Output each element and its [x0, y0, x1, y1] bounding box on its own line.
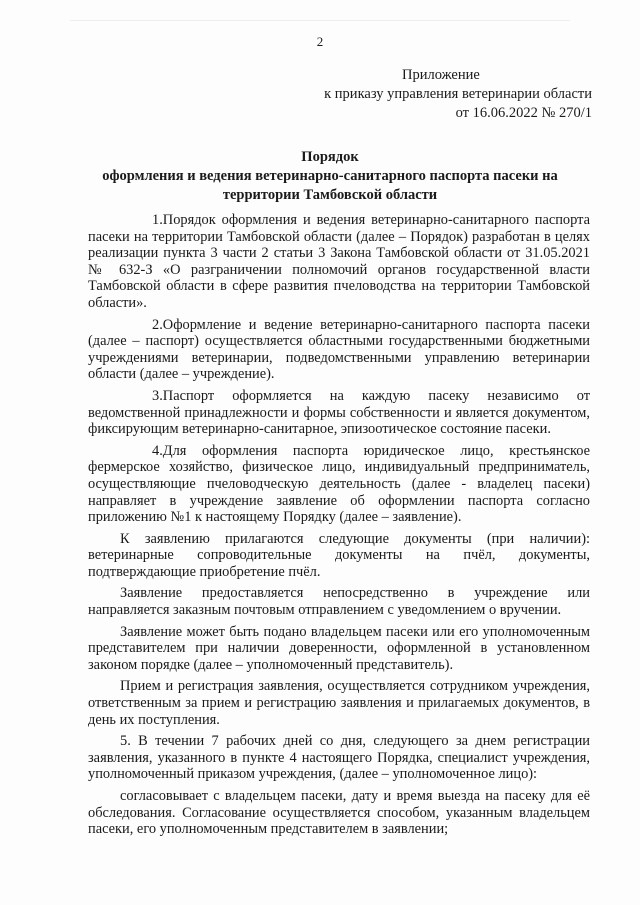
paragraph-agreement: согласовывает с владельцем пасеки, дату и время выезда на пасеку для её обследования. Согласование осуществляется способом, указанным владельцем пасеки, его уполномоченным представителем в заявлении;	[88, 788, 590, 838]
paragraph-number: 4.	[152, 442, 163, 459]
title-line-1: Порядок	[301, 149, 359, 165]
appendix-order-ref: к приказу управления ветеринарии области	[324, 86, 592, 102]
paragraph-registration: Прием и регистрация заявления, осуществляется сотрудником учреждения, ответственным за прием и регистрацию заявления и прилагаемых документов, в день их поступления.	[88, 678, 590, 728]
scan-artifact	[70, 20, 570, 21]
paragraph-3	[88, 388, 590, 438]
paragraph-representative: Заявление может быть подано владельцем пасеки или его уполномоченным представителем при наличии доверенности, оформленной в установленном законом порядке (далее – уполномоченный представитель).	[88, 623, 590, 673]
appendix-label: Приложение	[402, 67, 480, 83]
paragraph-5: 5. В течении 7 рабочих дней со дня, следующего за днем регистрации заявления, указанного в пункте 4 настоящего Порядка, специалист учреждения, уполномоченный приказом учреждения, (далее – уполномоченное лицо):	[88, 733, 590, 783]
document-body	[88, 212, 590, 843]
paragraph-text: Порядок оформления и ведения ветеринарно-санитарного паспорта пасеки на территории Тамбовской области (далее – Порядок) разработан в целях реализации пункта 3 части 2 статьи 3 Закона Тамбовской области от 31.05.2021 № 632-З «О разграничении полномочий органов государственной власти Тамбовской области в сфере развития пчеловодства на территории Тамбовской области».	[88, 212, 590, 311]
paragraph-2	[88, 317, 590, 383]
paragraph-submission: Заявление предоставляется непосредственно в учреждение или направляется заказным почтовым отправлением с уведомлением о вручении.	[88, 585, 590, 619]
paragraph-4	[88, 443, 590, 526]
paragraph-number: 2.	[152, 316, 163, 333]
document-title	[60, 148, 600, 205]
title-line-3: территории Тамбовской области	[222, 187, 438, 203]
paragraph-text: Паспорт оформляется на каждую пасеку независимо от ведомственной принадлежности и формы собственности и является документом, фиксирующим ветеринарно-санитарное, эпизоотическое состояние пасеки.	[88, 387, 590, 438]
paragraph-text: Для оформления паспорта юридическое лицо, крестьянское фермерское хозяйство, физическое лицо, индивидуальный предприниматель, осуществляющие пчеловодческую деятельность (далее - владелец пасеки) направляет в учреждение заявление об оформлении паспорта согласно приложению №1 к настоящему Порядку (далее – заявление).	[88, 442, 590, 526]
paragraph-number: 1.	[152, 212, 163, 228]
paragraph-text: Оформление и ведение ветеринарно-санитарного паспорта пасеки (далее – паспорт) осуществляется областными государственными бюджетными учреждениями ветеринарии, подведомственными управлению ветеринарии области (далее – учреждение).	[88, 316, 590, 383]
paragraph-number: 3.	[152, 387, 163, 404]
appendix-header	[292, 66, 592, 123]
title-line-2: оформления и ведения ветеринарно-санитарного паспорта пасеки на	[102, 168, 558, 184]
paragraph-attachments: К заявлению прилагаются следующие документы (при наличии): ветеринарные сопроводительные документы на пчёл, документы, подтверждающие приобретение пчёл.	[88, 530, 590, 580]
appendix-order-date: от 16.06.2022 № 270/1	[455, 105, 592, 121]
page-number: 2	[316, 34, 324, 49]
paragraph-1	[88, 212, 590, 312]
